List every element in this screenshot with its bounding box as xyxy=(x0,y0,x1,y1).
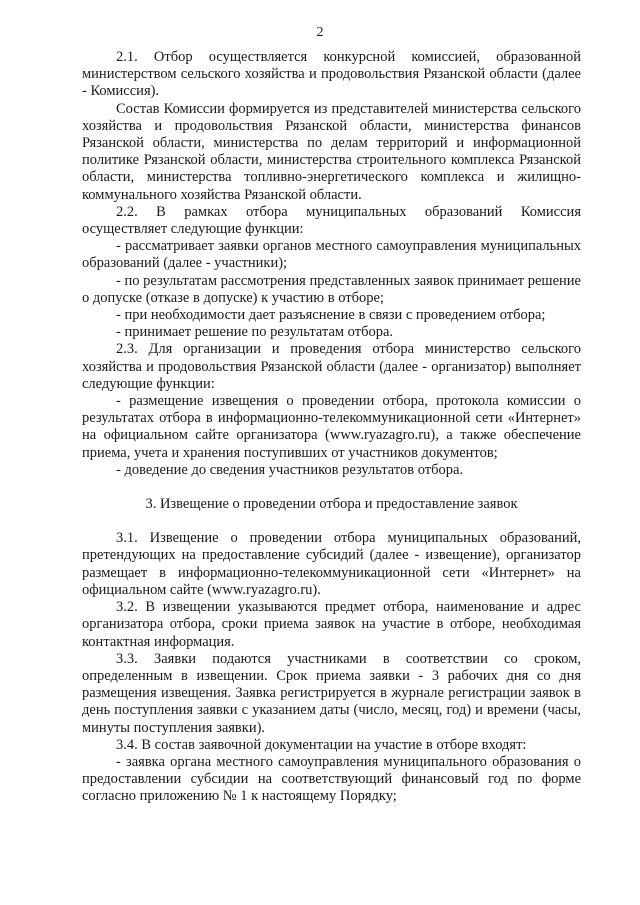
document-body xyxy=(82,49,581,806)
paragraph-3-3: 3.3. Заявки подаются участниками в соответствии со сроком, определенным в извещении. Срок приема заявки - 3 рабочих дня со дня размещения извещения. Заявка регистрируется в журнале регистрации заявок в день поступления заявки с указанием даты (число, месяц, год) и времени (часы, минуты поступления заявки). xyxy=(82,650,581,736)
paragraph-3-4: 3.4. В состав заявочной документации на участие в отборе входят: xyxy=(116,736,527,753)
list-item-reviews-applications: - рассматривает заявки органов местного самоуправления муниципальных образований (далее - участники); xyxy=(82,238,581,272)
paragraph-commission-composition: Состав Комиссии формируется из представителей министерства сельского хозяйства и продовольствия Рязанской области, министерства финансов Рязанской области, министерства по делам территорий и информационной политике Рязанской области, министерства строительного комплекса Рязанской области, министерства топливно-энергетического комплекса и жилищно-коммунального хозяйства Рязанской области. xyxy=(82,100,581,203)
paragraph-2-2: 2.2. В рамках отбора муниципальных образований Комиссия осуществляет следующие функции: xyxy=(82,203,581,238)
list-item-application-form: - заявка органа местного самоуправления муниципального образования о предоставлении субсидии на соответствующий финансовый год по форме согласно приложению № 1 к настоящему Порядку; xyxy=(82,753,581,805)
list-item-selection-decision: - принимает решение по результатам отбора. xyxy=(116,324,394,341)
page-number: 2 xyxy=(316,25,324,40)
paragraph-2-3: 2.3. Для организации и проведения отбора министерство сельского хозяйства и продовольствия Рязанской области (далее - организатор) выполняет следующие функции: xyxy=(82,341,581,392)
paragraph-3-2: 3.2. В извещении указываются предмет отбора, наименование и адрес организатора отбора, сроки приема заявок на участие в отборе, необходимая контактная информация. xyxy=(82,599,581,650)
list-item-admission-decision: - по результатам рассмотрения представленных заявок принимает решение о допуске (отказе в допуске) к участию в отборе; xyxy=(82,272,581,306)
section-3-heading: 3. Извещение о проведении отбора и предоставление заявок xyxy=(145,496,518,513)
list-item-results-communication: - доведение до сведения участников результатов отбора. xyxy=(116,461,464,478)
list-item-clarification: - при необходимости дает разъяснение в связи с проведением отбора; xyxy=(116,307,546,324)
list-item-notice-publication: - размещение извещения о проведении отбора, протокола комиссии о результатах отбора в информационно-телекоммуникационной сети «Интернет» на официальном сайте организатора (www.ryazagro.ru), а также обеспечение приема, учета и хранения поступивших от участников документов; xyxy=(82,393,581,461)
paragraph-2-1: 2.1. Отбор осуществляется конкурсной комиссией, образованной министерством сельского хозяйства и продовольствия Рязанской области (далее - Комиссия). xyxy=(82,49,581,100)
paragraph-3-1: 3.1. Извещение о проведении отбора муниципальных образований, претендующих на предоставление субсидий (далее - извещение), организатор размещает в информационно-телекоммуникационной сети «Интернет» на официальном сайте (www.ryazagro.ru). xyxy=(82,530,581,598)
